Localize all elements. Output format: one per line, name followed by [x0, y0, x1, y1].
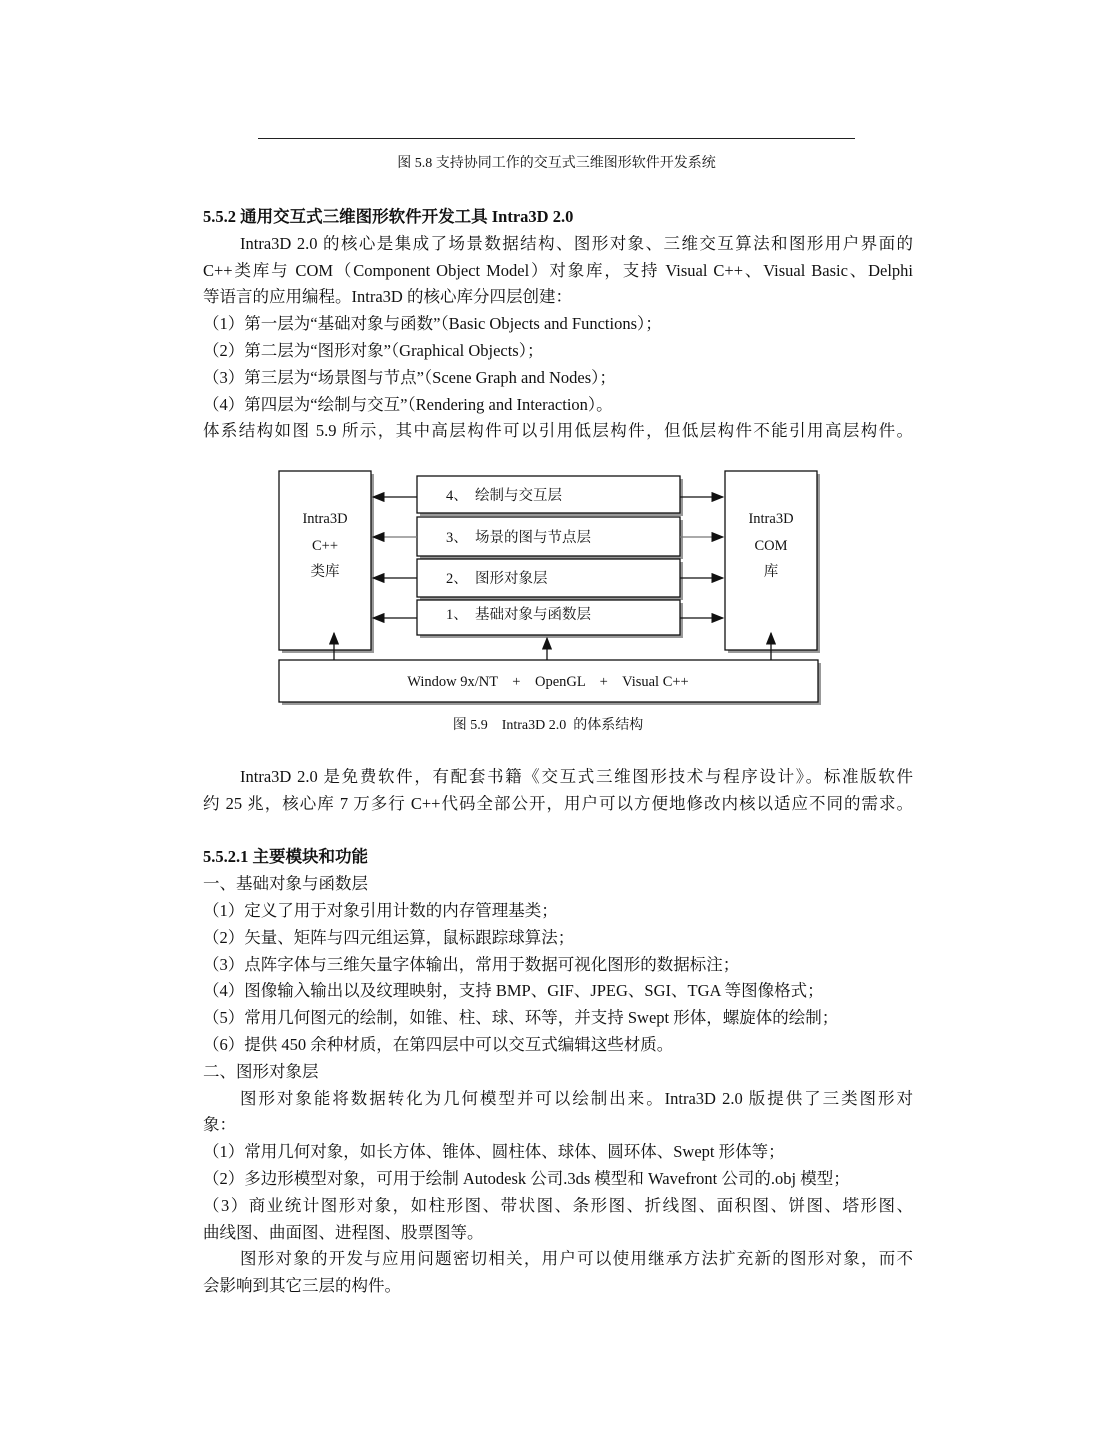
- platform-label: Window 9x/NT + OpenGL + Visual C++: [407, 674, 689, 690]
- list-item: （5）常用几何图元的绘制，如锥、柱、球、环等，并支持 Swept 形体，螺旋体的绘制；: [203, 1008, 839, 1028]
- subheading: 二、图形对象层: [203, 1061, 319, 1081]
- cpp-box-label: 类库: [310, 564, 340, 580]
- layer-1-label: 1、 基础对象与函数层: [446, 607, 591, 623]
- list-item: （3）第三层为“场景图与节点”（Scene Graph and Nodes）；: [203, 367, 616, 387]
- paragraph-line: 图形对象能将数据转化为几何模型并可以绘制出来。Intra3D 2.0 版提供了三类图形对: [240, 1088, 913, 1108]
- cpp-box-label: C++: [311, 538, 339, 554]
- section-heading: 5.5.2.1 主要模块和功能: [203, 847, 368, 867]
- section-5-5-2-1: [203, 764, 913, 1300]
- figure-5-8-caption: 图 5.8 支持协同工作的交互式三维图形软件开发系统: [397, 156, 716, 171]
- paragraph-line: 象：: [203, 1115, 236, 1135]
- list-item: （1）定义了用于对象引用计数的内存管理基类；: [203, 900, 558, 920]
- spacer: [203, 818, 913, 845]
- list-item: （1）常用几何对象，如长方体、锥体、圆柱体、球体、圆环体、Swept 形体等；: [203, 1142, 785, 1162]
- list-item: （3）商业统计图形对象，如柱形图、带状图、条形图、折线图、面积图、饼图、塔形图、: [203, 1195, 913, 1215]
- list-item: （2）第二层为“图形对象”（Graphical Objects）；: [203, 340, 544, 360]
- list-item: （4）第四层为“绘制与交互”（Rendering and Interaction）。: [203, 394, 613, 414]
- com-box-label: 库: [763, 564, 779, 580]
- list-item: （6）提供 450 余种材质，在第四层中可以交互式编辑这些材质。: [203, 1034, 674, 1054]
- paragraph-line: C++类库与 COM（Component Object Model）对象库，支持 Visual C++、Visual Basic、Delphi: [203, 260, 913, 280]
- layer-2-label: 2、 图形对象层: [446, 571, 548, 587]
- com-library-box: [725, 471, 817, 650]
- paragraph-line: 会影响到其它三层的构件。: [203, 1276, 401, 1296]
- list-item: （2）多边形模型对象，可用于绘制 Autodesk 公司.3ds 模型和 Wavefront 公司的.obj 模型；: [203, 1168, 850, 1188]
- layer-3-label: 3、 场景的图与节点层: [446, 530, 591, 546]
- com-box-label: COM: [754, 538, 788, 554]
- paragraph-line: 等语言的应用编程。Intra3D 的核心库分四层创建：: [203, 287, 572, 307]
- paragraph-line: Intra3D 2.0 是免费软件，有配套书籍《交互式三维图形技术与程序设计》。标准版软件: [240, 767, 913, 786]
- list-item: （2）矢量、矩阵与四元组运算，鼠标跟踪球算法；: [203, 927, 575, 947]
- paragraph-line: 图形对象的开发与应用问题密切相关，用户可以使用继承方法扩充新的图形对象，而不: [240, 1249, 913, 1269]
- list-item: （4）图像输入输出以及纹理映射，支持 BMP、GIF、JPEG、SGI、TGA 等图像格式；: [203, 981, 824, 1001]
- list-item: 曲线图、曲面图、进程图、股票图等。: [203, 1222, 484, 1242]
- com-box-label: Intra3D: [748, 511, 794, 527]
- paragraph-line: Intra3D 2.0 的核心是集成了场景数据结构、图形对象、三维交互算法和图形用户界面的: [240, 233, 913, 253]
- list-item: （1）第一层为“基础对象与函数”（Basic Objects and Functions）；: [203, 314, 662, 334]
- section-heading: 5.5.2 通用交互式三维图形软件开发工具 Intra3D 2.0: [203, 207, 574, 226]
- figure-5-9-caption: 图 5.9 Intra3D 2.0 的体系结构: [452, 718, 644, 733]
- cpp-box-label: Intra3D: [302, 511, 348, 527]
- cpp-library-box: [279, 471, 371, 650]
- paragraph-line: 约 25 兆，核心库 7 万多行 C++代码全部公开，用户可以方便地修改内核以适应不同的需求。: [203, 793, 913, 813]
- list-item: （3）点阵字体与三维矢量字体输出，常用于数据可视化图形的数据标注；: [203, 954, 740, 974]
- layer-4-label: 4、 绘制与交互层: [446, 488, 562, 504]
- paragraph-line: 体系结构如图 5.9 所示，其中高层构件可以引用低层构件，但低层构件不能引用高层构件。: [203, 421, 913, 441]
- subheading: 一、基础对象与函数层: [203, 874, 368, 894]
